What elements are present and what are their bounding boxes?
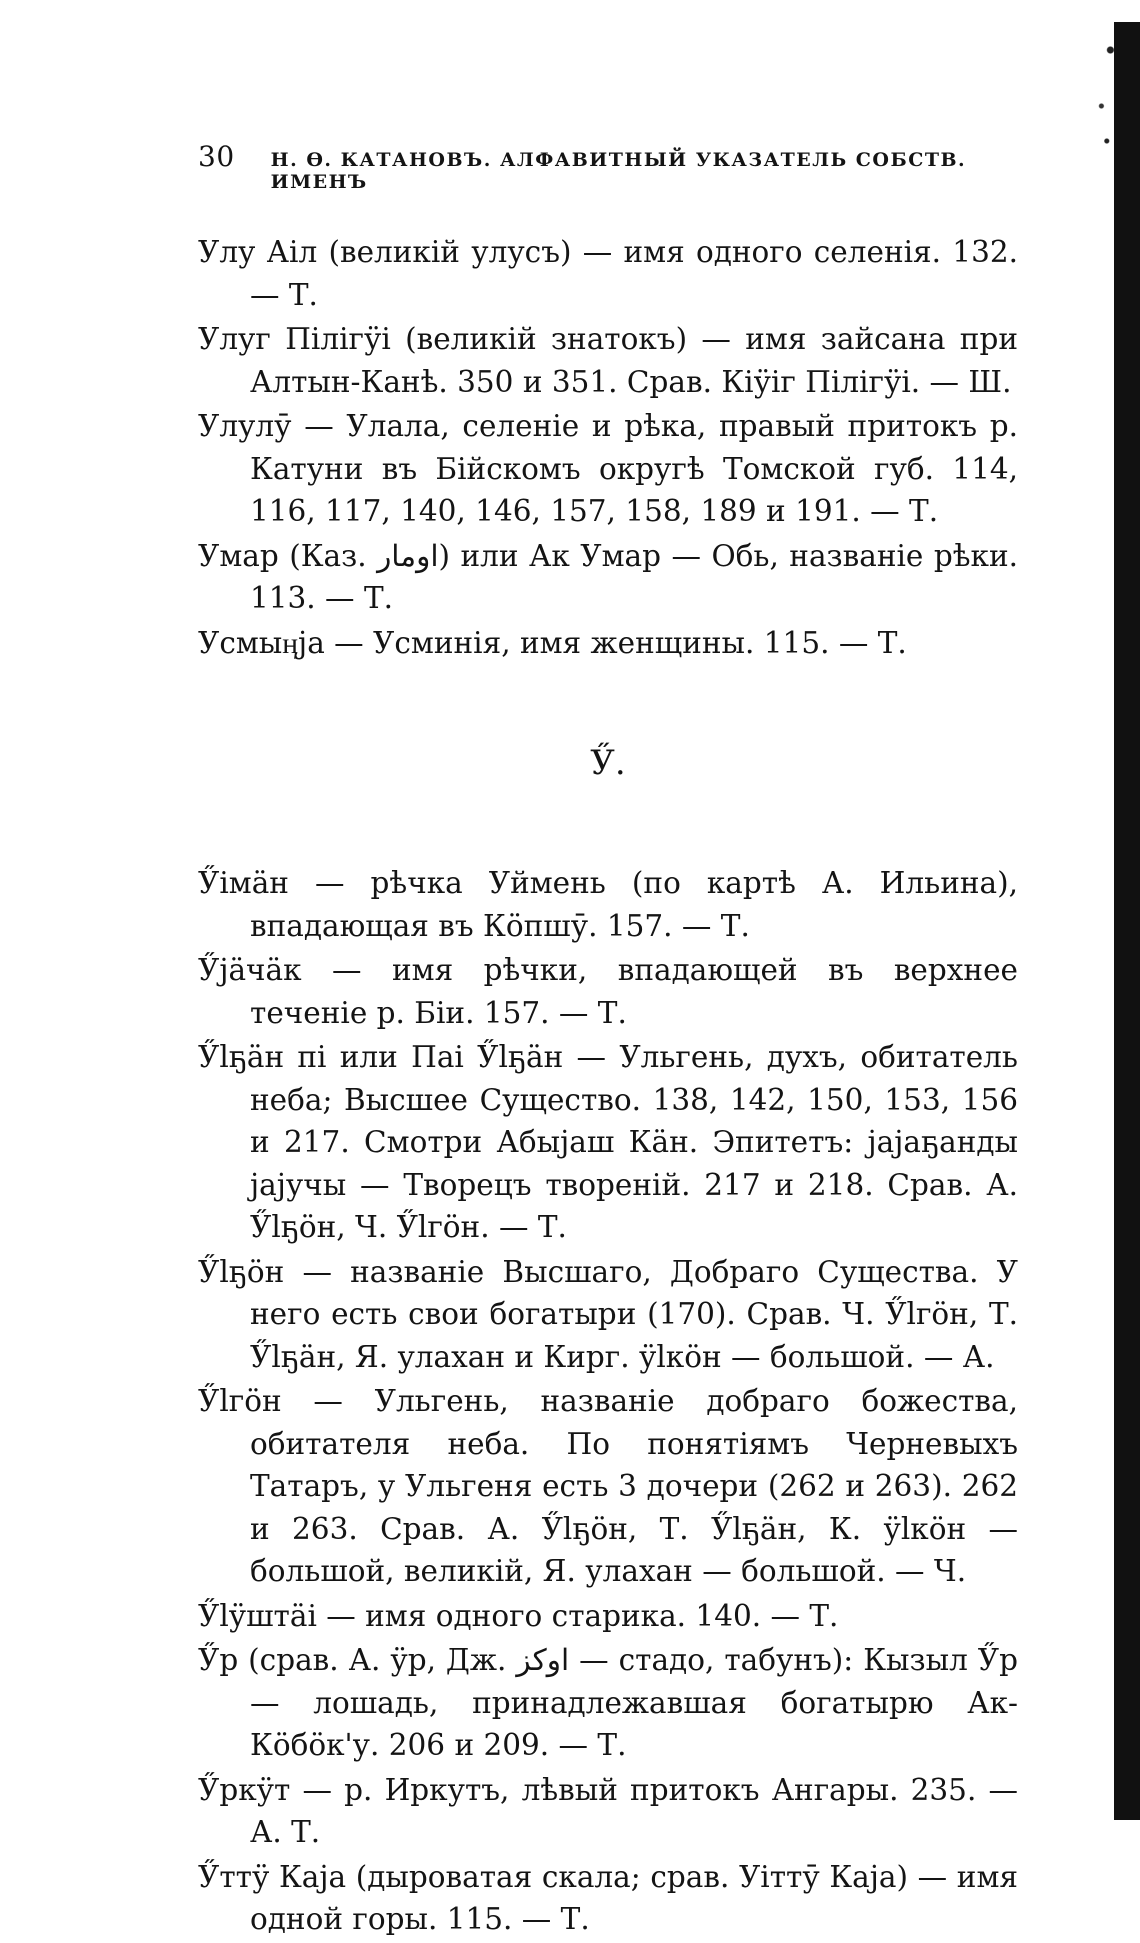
dictionary-entry: Ӳlӱштӓі — имя одного старика. 140. — Т. xyxy=(198,1598,839,1633)
dictionary-entry: Ӳlгӧн — Ульгень, названіе добраго божества, обитателя неба. По понятіямъ Черневыхъ Татаръ, у Ульгеня есть 3 дочери (262 и 263). 262 и 263. Срав. А. Ӳlҕӧн, Т. Ӳlҕӓн, К. ӱlкӧн — большой, великій, Я. улахан — большой. — Ч. xyxy=(198,1384,1018,1588)
page-body xyxy=(198,140,1018,1943)
page-number: 30 xyxy=(198,140,235,173)
dictionary-entry: Улу Аіл (великій улусъ) — имя одного селенія. 132. — Т. xyxy=(198,235,1018,312)
dictionary-entry: Ӳттӱ Каја (дыроватая скала; срав. Уіттӯ Каја) — имя одной горы. 115. — Т. xyxy=(198,1859,1018,1936)
dictionary-entry: Улулӯ — Улала, селеніе и рѣка, правый притокъ р. Катуни въ Бійскомъ округѣ Томской губ. 114, 116, 117, 140, 146, 157, 158, 189 и 191. — Т. xyxy=(198,409,1018,528)
dictionary-entry: Ӳlҕӓн пі или Паі Ӳlҕӓн — Ульгень, духъ, обитатель неба; Высшее Существо. 138, 142, 150, 153, 156 и 217. Смотри Абыјаш Кӓн. Эпитетъ: јајаҕанды јајучы — Творецъ твореній. 217 и 218. Срав. А. Ӳlҕӧн, Ч. Ӳlгӧн. — Т. xyxy=(198,1040,1018,1244)
dictionary-entry: Улуг Пілігӱі (великій знатокъ) — имя зайсана при Алтын-Канѣ. 350 и 351. Срав. Кіӱіг Пілігӱі. — Ш. xyxy=(198,322,1018,399)
section-letter-heading: Ӳ. xyxy=(590,743,626,783)
dictionary-entry: Ӳркӱт — р. Иркутъ, лѣвый притокъ Ангары. 235. — А. Т. xyxy=(198,1772,1018,1849)
dictionary-entry: Ӳр (срав. А. ӱр, Дж. اوكز — стадо, табунъ): Кызыл Ӳр — лошадь, принадлежавшая богатырю Ак-Кӧбӧк'у. 206 и 209. — Т. xyxy=(198,1643,1018,1762)
scan-edge-shadow xyxy=(1114,22,1140,1820)
entries-before xyxy=(198,231,1018,664)
running-title: Н. Ѳ. КАТАНОВЪ. АЛФАВИТНЫЙ УКАЗАТЕЛЬ СОБСТВ. ИМЕНЪ xyxy=(270,149,967,193)
dictionary-entry: Ӳlҕӧн — названіе Высшаго, Добраго Существа. У него есть свои богатыри (170). Срав. Ч. Ӳlгӧн, Т. Ӳlҕӓн, Я. улахан и Кирг. ӱlкӧн — большой. — А. xyxy=(198,1254,1018,1374)
dictionary-entry: Ӳімӓн — рѣчка Уймень (по картѣ А. Ильина), впадающая въ Кӧпшӯ. 157. — Т. xyxy=(198,866,1018,943)
dictionary-entry: Усмыӊја — Усминія, имя женщины. 115. — Т. xyxy=(198,625,907,660)
dictionary-entry: Ӳјӓчӓк — имя рѣчки, впадающей въ верхнее теченіе р. Біи. 157. — Т. xyxy=(198,953,1018,1030)
entries-after xyxy=(198,862,1018,1941)
dictionary-entry: Умар (Каз. اومار) или Ак Умар — Обь, названіе рѣки. 113. — Т. xyxy=(198,538,1018,615)
running-header xyxy=(198,140,1018,193)
